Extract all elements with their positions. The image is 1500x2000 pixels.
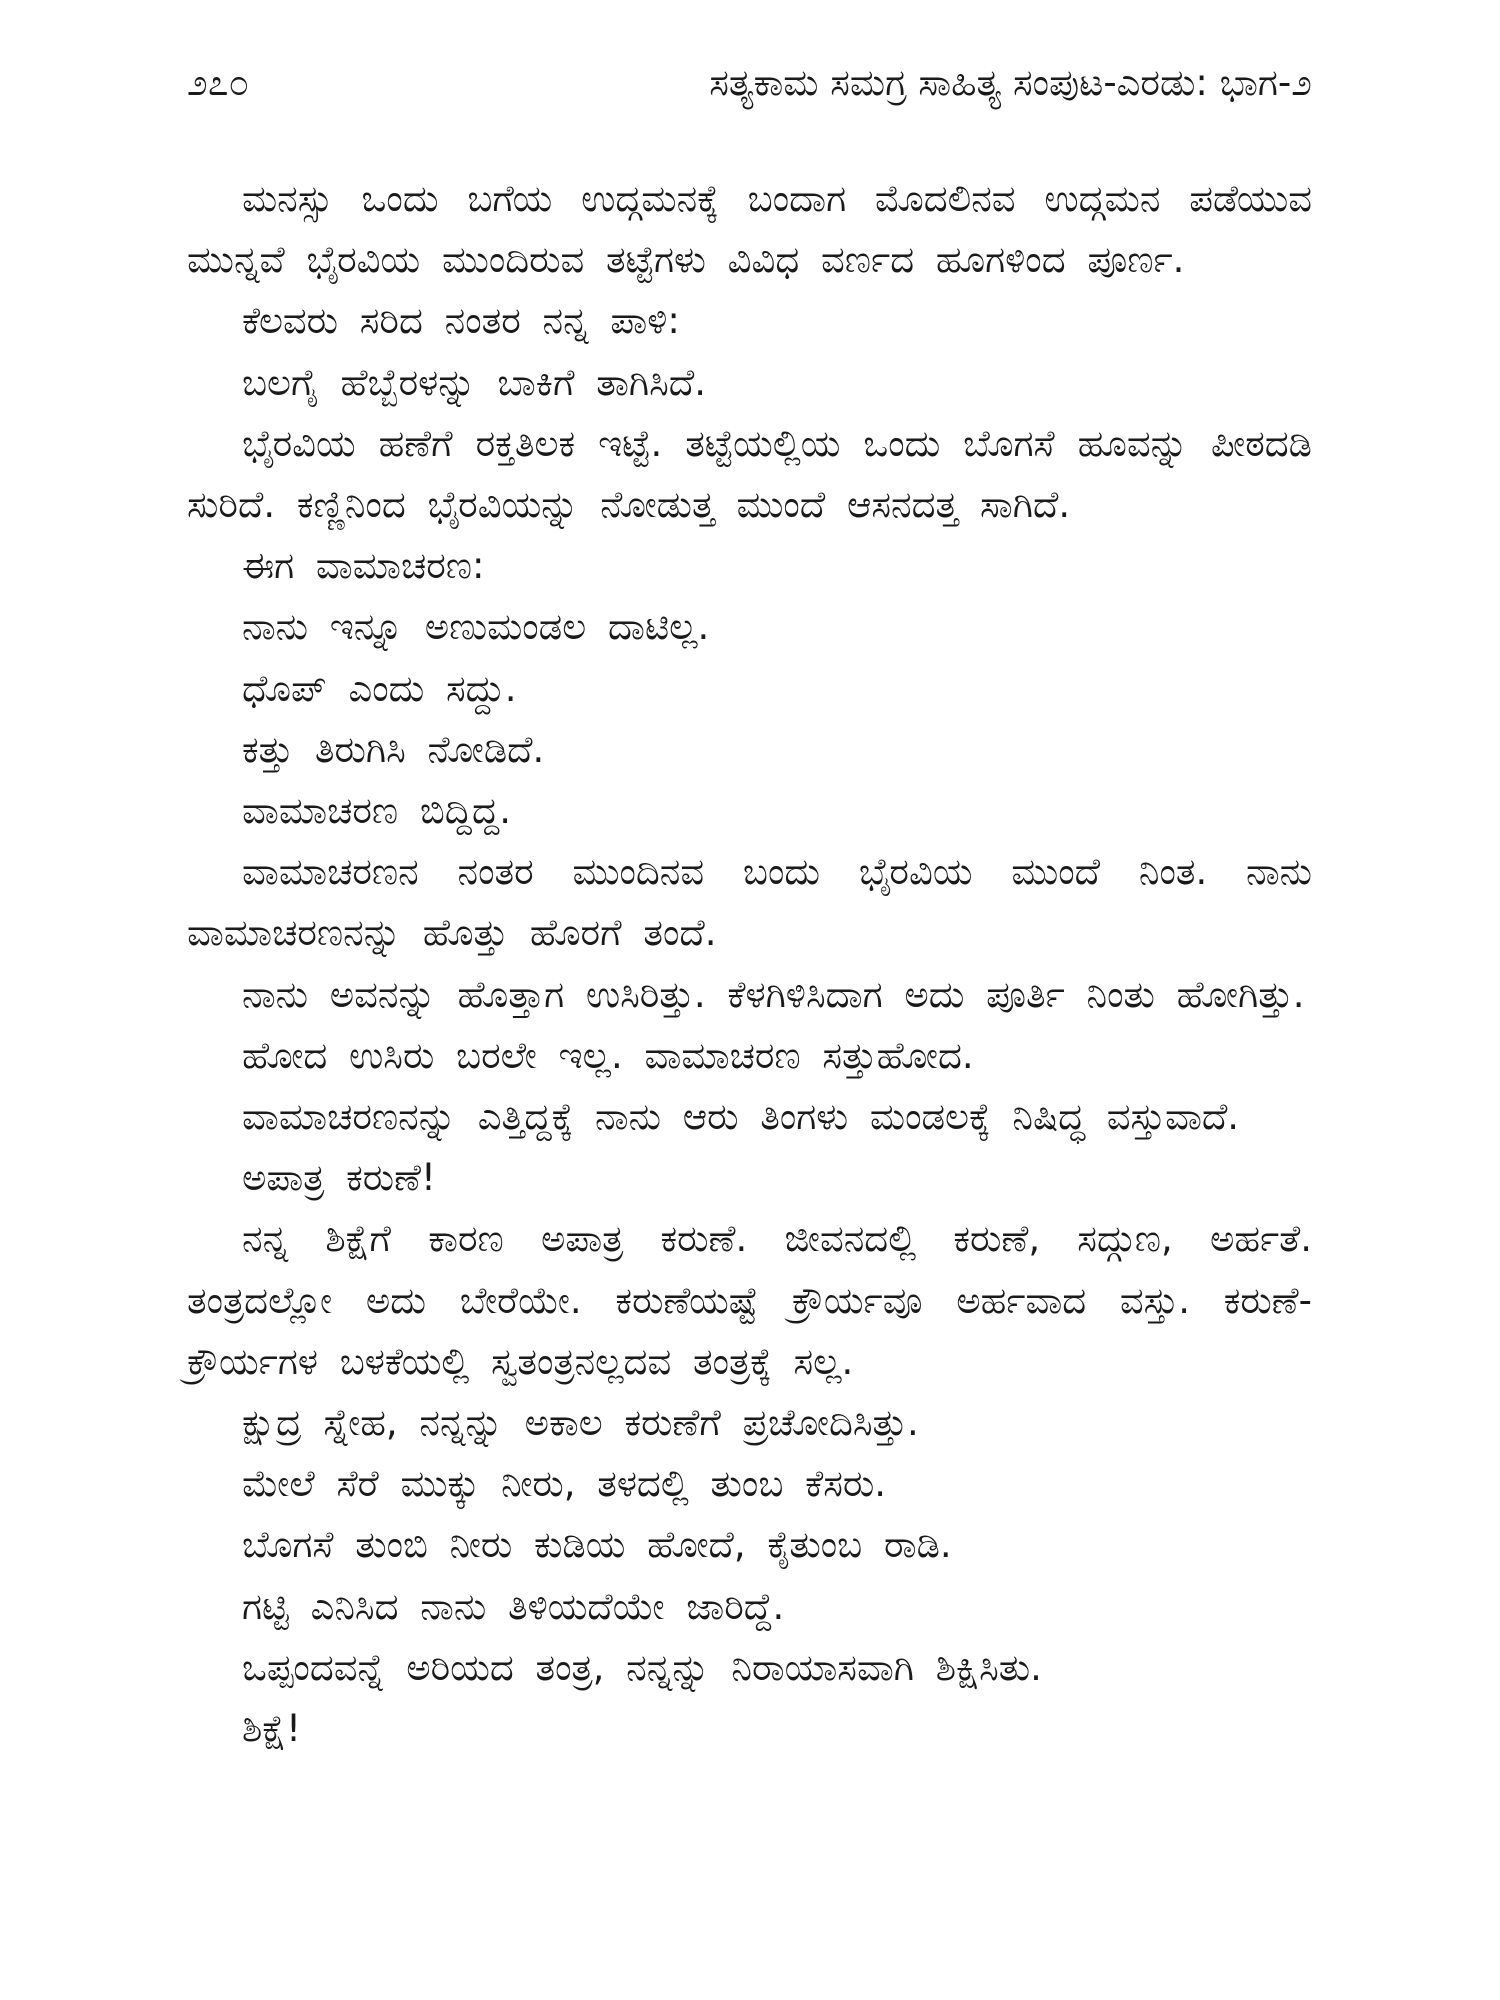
page-body [187, 168, 1312, 1759]
page-number: ೨೭೦ [187, 61, 250, 104]
paragraph: ನನ್ನ ಶಿಕ್ಷೆಗೆ ಕಾರಣ ಅಪಾತ್ರ ಕರುಣೆ. ಜೀವನದಲ್ಲಿ ಕರುಣೆ, ಸದ್ಗುಣ, ಅರ್ಹತೆ. ತಂತ್ರದಲ್ಲೋ ಅದು ಬೇರೆಯೇ. ಕರುಣೆಯಷ್ಟೆ ಕ್ರೌರ್ಯವೂ ಅರ್ಹವಾದ ವಸ್ತು. ಕರುಣೆ- ಕ್ರೌರ್ಯಗಳ ಬಳಕೆಯಲ್ಲಿ ಸ್ವತಂತ್ರನಲ್ಲದವ ತಂತ್ರಕ್ಕೆ ಸಲ್ಲ. [187, 1217, 1312, 1383]
page-header [187, 58, 1312, 108]
paragraph: ಮೇಲೆ ಸೆರೆ ಮುಕ್ಕು ನೀರು, ತಳದಲ್ಲಿ ತುಂಬ ಕೆಸರು. [242, 1462, 887, 1506]
paragraph: ನಾನು ಅವನನ್ನು ಹೊತ್ತಾಗ ಉಸಿರಿತ್ತು. ಕೆಳಗಿಳಿಸಿದಾಗ ಅದು ಪೂರ್ತಿ ನಿಂತು ಹೋಗಿತ್ತು. [242, 972, 1305, 1016]
paragraph: ಒಪ್ಪಂದವನ್ನೆ ಅರಿಯದ ತಂತ್ರ, ನನ್ನನ್ನು ನಿರಾಯಾಸವಾಗಿ ಶಿಕ್ಷಿಸಿತು. [242, 1645, 1042, 1689]
paragraph: ವಾಮಾಚರಣನ ನಂತರ ಮುಂದಿನವ ಬಂದು ಭೈರವಿಯ ಮುಂದೆ ನಿಂತ. ನಾನು ವಾಮಾಚರಣನನ್ನು ಹೊತ್ತು ಹೊರಗೆ ತಂದೆ. [187, 850, 1312, 955]
paragraph: ಕ್ಷುದ್ರ ಸ್ನೇಹ, ನನ್ನನ್ನು ಅಕಾಲ ಕರುಣೆಗೆ ಪ್ರಚೋದಿಸಿತ್ತು. [242, 1401, 919, 1445]
paragraph: ಈಗ ವಾಮಾಚರಣ: [242, 544, 485, 588]
paragraph: ನಾನು ಇನ್ನೂ ಅಣುಮಂಡಲ ದಾಟಿಲ್ಲ. [242, 605, 710, 649]
paragraph: ಅಪಾತ್ರ ಕರುಣೆ! [242, 1156, 436, 1200]
paragraph: ಹೋದ ಉಸಿರು ಬರಲೇ ಇಲ್ಲ. ವಾಮಾಚರಣ ಸತ್ತುಹೋದ. [242, 1033, 974, 1077]
paragraph: ಧೊಪ್ ಎಂದು ಸದ್ದು. [242, 666, 517, 710]
paragraph: ಶಿಕ್ಷೆ! [242, 1707, 301, 1751]
paragraph: ಮನಸ್ಸು ಒಂದು ಬಗೆಯ ಉದ್ಗಮನಕ್ಕೆ ಬಂದಾಗ ಮೊದಲಿನವ ಉದ್ಗಮನ ಪಡೆಯುವ ಮುನ್ನವೆ ಭೈರವಿಯ ಮುಂದಿರುವ ತಟ್ಟೆಗಳು ವಿವಿಧ ವರ್ಣದ ಹೂಗಳಿಂದ ಪೂರ್ಣ. [187, 177, 1312, 282]
running-title: ಸತ್ಯಕಾಮ ಸಮಗ್ರ ಸಾಹಿತ್ಯ ಸಂಪುಟ-ಎರಡು: ಭಾಗ-೨ [709, 61, 1312, 104]
paragraph: ಭೈರವಿಯ ಹಣೆಗೆ ರಕ್ತತಿಲಕ ಇಟ್ಟೆ. ತಟ್ಟೆಯಲ್ಲಿಯ ಒಂದು ಬೊಗಸೆ ಹೂವನ್ನು ಪೀಠದಡಿ ಸುರಿದೆ. ಕಣ್ಣಿನಿಂದ ಭೈರವಿಯನ್ನು ನೋಡುತ್ತ ಮುಂದೆ ಆಸನದತ್ತ ಸಾಗಿದೆ. [187, 421, 1312, 527]
paragraph: ಕೆಲವರು ಸರಿದ ನಂತರ ನನ್ನ ಪಾಳಿ: [242, 299, 680, 343]
paragraph: ಬೊಗಸೆ ತುಂಬಿ ನೀರು ಕುಡಿಯ ಹೋದೆ, ಕೈತುಂಬ ರಾಡಿ. [242, 1523, 952, 1567]
paragraph: ಕತ್ತು ತಿರುಗಿಸಿ ನೋಡಿದೆ. [242, 727, 545, 771]
paragraph: ವಾಮಾಚರಣನನ್ನು ಎತ್ತಿದ್ದಕ್ಕೆ ನಾನು ಆರು ತಿಂಗಳು ಮಂಡಲಕ್ಕೆ ನಿಷಿದ್ಧ ವಸ್ತುವಾದೆ. [242, 1095, 1240, 1139]
paragraph: ಬಲಗೈ ಹೆಬ್ಬೆರಳನ್ನು ಬಾಕಿಗೆ ತಾಗಿಸಿದೆ. [242, 360, 706, 404]
paragraph: ಗಟ್ಟಿ ಎನಿಸಿದ ನಾನು ತಿಳಿಯದೆಯೇ ಜಾರಿದ್ದೆ. [242, 1584, 785, 1628]
paragraph: ವಾಮಾಚರಣ ಬಿದ್ದಿದ್ದ. [242, 789, 512, 833]
